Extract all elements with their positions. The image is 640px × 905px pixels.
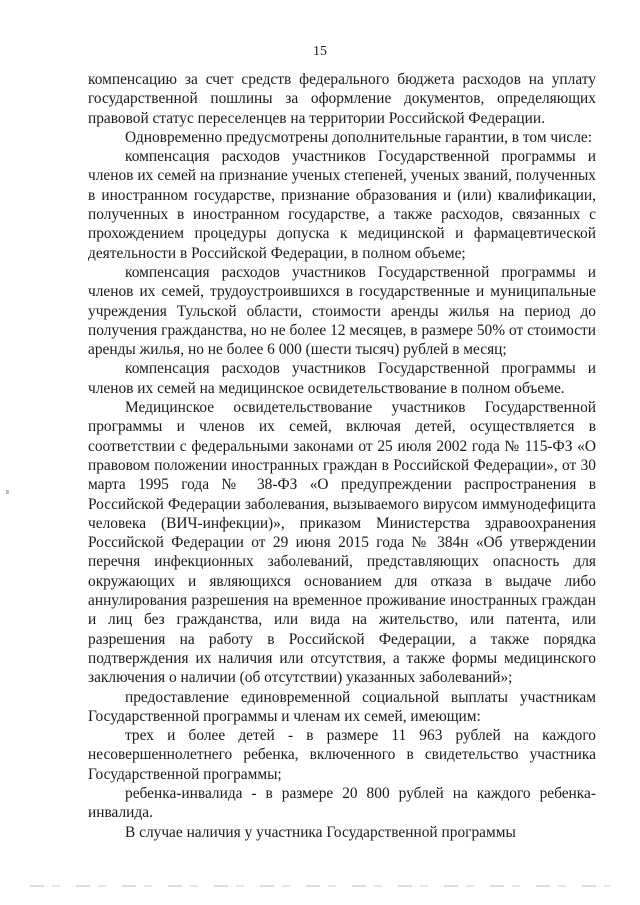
scan-edge-noise — [30, 885, 610, 887]
paragraph-compensation-rent: компенсация расходов участников Государственной программы и членов их семей, трудоустроившихся в государственные и муниципальные учреждения Тульской области, стоимости аренды жилья на период до получения гражданства, но не более 12 месяцев, в размере 50% от стоимости аренды жилья, но не более 6 000 (шести тысяч) рублей в месяц; — [88, 263, 596, 359]
scan-mark — [6, 490, 9, 494]
paragraph-social-payment: предоставление единовременной социальной выплаты участникам Государственной программы и членам их семей, имеющим: — [88, 688, 596, 725]
paragraph-medical-examination: Медицинское освидетельствование участников Государственной программы и членов их семей, включая детей, осуществляется в соответствии с федеральными законами от 25 июля 2002 года № 115-ФЗ «О правовом положении иностранных граждан в Российской Федерации», от 30 марта 1995 года № 38-ФЗ «О предупреждении распространения в Российской Федерации заболевания, вызываемого вирусом иммунодефицита человека (ВИЧ-инфекции)», приказом Министерства здравоохранения Российской Федерации от 29 июня 2015 года № 384н «Об утверждении перечня инфекционных заболеваний, представляющих опасность для окружающих и являющихся основанием для отказа в выдаче либо аннулирования разрешения на временное проживание иностранных граждан и лиц без гражданства, или вида на жительство, или патента, или разрешения на работу в Российской Федерации, а также порядка подтверждения их наличия или отсутствия, а также формы медицинского заключения о наличии (об отсутствии) указанных заболеваний»; — [88, 399, 596, 687]
paragraph-three-children: трех и более детей - в размере 11 963 рублей на каждого несовершеннолетнего ребенка, включенного в свидетельство участника Государственной программы; — [88, 727, 596, 783]
paragraph-compensation-medical: компенсация расходов участников Государственной программы и членов их семей на медицинское освидетельствование в полном объеме. — [88, 360, 596, 397]
paragraph-additional-guarantees: Одновременно предусмотрены дополнительные гарантии, в том числе: — [125, 128, 593, 146]
paragraph-in-case-of: В случае наличия у участника Государственной программы — [125, 823, 516, 841]
document-body — [88, 70, 596, 842]
paragraph-compensation-state-duty: компенсацию за счет средств федерального бюджета расходов на уплату государственной пошлины за оформление документов, определяющих правовой статус переселенцев на территории Российской Федерации. — [88, 71, 596, 127]
paragraph-disabled-child: ребенка-инвалида - в размере 20 800 рублей на каждого ребенка-инвалида. — [88, 784, 596, 822]
paragraph-compensation-degrees: компенсация расходов участников Государственной программы и членов их семей на признание ученых степеней, ученых званий, полученных в иностранном государстве, признание образования и (или) квалификации, полученных в иностранном государстве, а также расходов, связанных с прохождением процедуры допуска к медицинской и фармацевтической деятельности в Российской Федерации, в полном объеме; — [88, 148, 596, 262]
page-number: 15 — [313, 44, 327, 59]
